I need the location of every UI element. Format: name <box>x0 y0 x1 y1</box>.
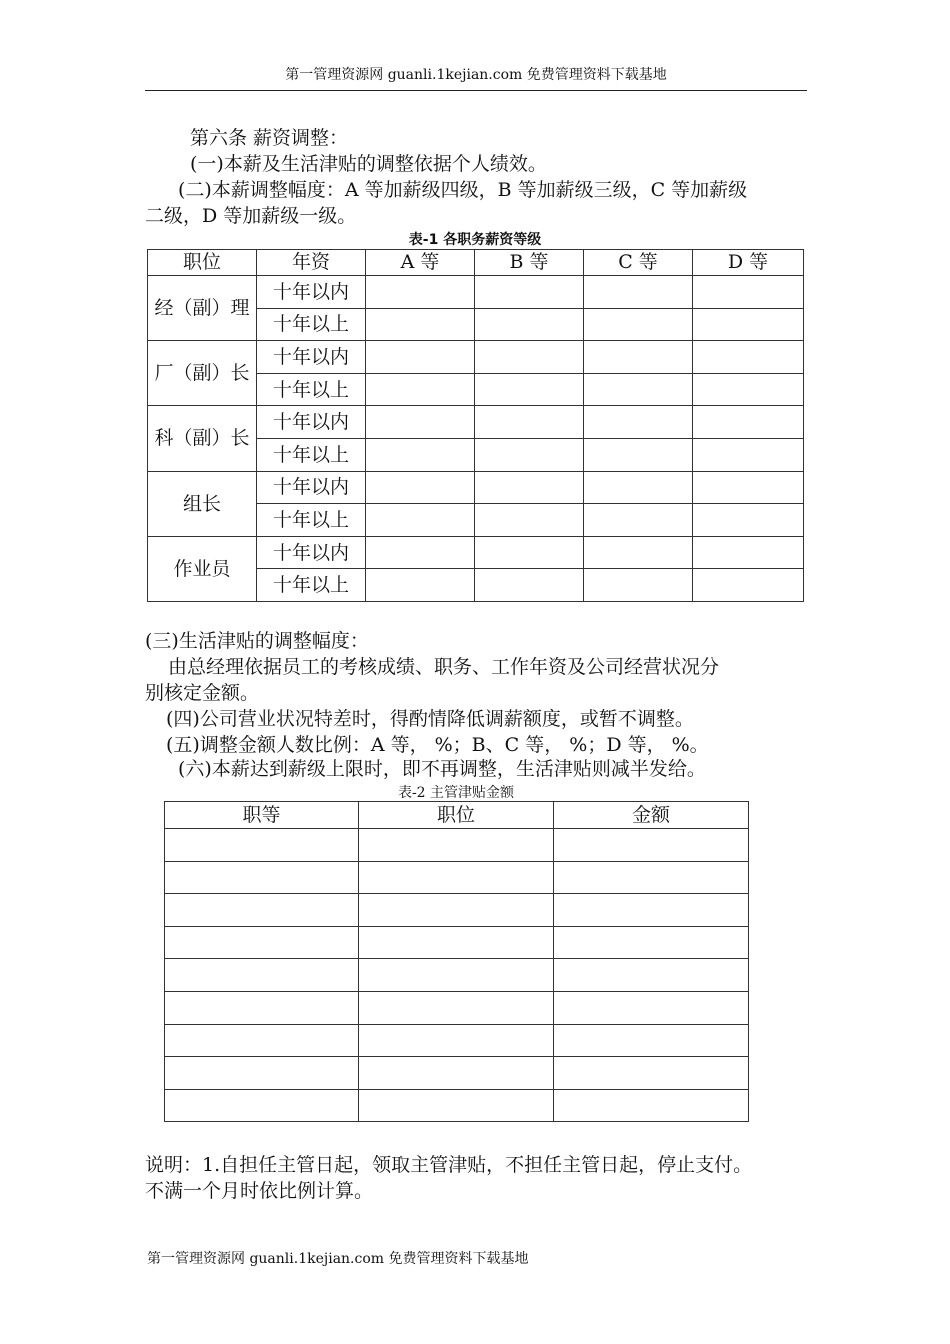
table1-row <box>148 341 804 374</box>
grade-cell <box>693 569 804 602</box>
position-cell: 科（副）长 <box>148 406 257 471</box>
grade-cell <box>475 438 584 471</box>
paragraph-2-line1: (二)本薪调整幅度：A 等加薪级四级，B 等加薪级三级，C 等加薪级 <box>178 179 748 201</box>
table2-row <box>165 1024 749 1057</box>
salary-grade-table <box>147 249 804 602</box>
table2-row <box>165 829 749 862</box>
allowance-cell <box>359 894 554 927</box>
grade-cell <box>366 569 475 602</box>
grade-cell <box>475 471 584 504</box>
grade-cell <box>475 276 584 309</box>
table2-header-cell: 职位 <box>359 802 554 829</box>
table2-header-row <box>165 802 749 829</box>
grade-cell <box>584 536 693 569</box>
allowance-cell <box>165 926 359 959</box>
grade-cell <box>584 341 693 374</box>
position-cell: 组长 <box>148 471 257 536</box>
allowance-cell <box>165 1089 359 1122</box>
allowance-cell <box>165 1057 359 1090</box>
allowance-cell <box>554 991 749 1024</box>
grade-cell <box>693 406 804 439</box>
seniority-cell: 十年以上 <box>257 438 366 471</box>
allowance-cell <box>554 829 749 862</box>
paragraph-6: (六)本薪达到薪级上限时，即不再调整，生活津贴则减半发给。 <box>178 758 706 780</box>
table2-header-cell: 金额 <box>554 802 749 829</box>
table1-row <box>148 406 804 439</box>
table2-row <box>165 991 749 1024</box>
grade-cell <box>475 406 584 439</box>
allowance-cell <box>554 894 749 927</box>
grade-cell <box>366 471 475 504</box>
allowance-cell <box>554 1024 749 1057</box>
table1-body <box>148 276 804 602</box>
table1-row <box>148 536 804 569</box>
seniority-cell: 十年以上 <box>257 373 366 406</box>
table1-row <box>148 471 804 504</box>
seniority-cell: 十年以内 <box>257 341 366 374</box>
allowance-cell <box>359 991 554 1024</box>
grade-cell <box>366 341 475 374</box>
grade-cell <box>475 536 584 569</box>
table2-caption: 表-2 主管津贴金额 <box>397 785 515 801</box>
table1-header-cell: B 等 <box>475 250 584 276</box>
grade-cell <box>475 341 584 374</box>
grade-cell <box>584 438 693 471</box>
seniority-cell: 十年以内 <box>257 536 366 569</box>
grade-cell <box>693 276 804 309</box>
grade-cell <box>584 276 693 309</box>
table2-body <box>165 829 749 1122</box>
allowance-cell <box>165 894 359 927</box>
grade-cell <box>366 438 475 471</box>
paragraph-4: (四)公司营业状况特差时，得酌情降低调薪额度，或暂不调整。 <box>166 708 694 730</box>
page-footer: 第一管理资源网 guanli.1kejian.com 免费管理资料下载基地 <box>147 1251 529 1267</box>
grade-cell <box>693 536 804 569</box>
grade-cell <box>475 504 584 537</box>
grade-cell <box>366 406 475 439</box>
table1-header-cell: D 等 <box>693 250 804 276</box>
section3-line1: 由总经理依据员工的考核成绩、职务、工作年资及公司经营状况分 <box>168 656 720 678</box>
grade-cell <box>693 341 804 374</box>
allowance-cell <box>165 1024 359 1057</box>
seniority-cell: 十年以内 <box>257 471 366 504</box>
allowance-cell <box>554 1089 749 1122</box>
allowance-cell <box>165 829 359 862</box>
grade-cell <box>366 504 475 537</box>
grade-cell <box>693 438 804 471</box>
grade-cell <box>693 504 804 537</box>
allowance-cell <box>359 926 554 959</box>
table2-row <box>165 959 749 992</box>
grade-cell <box>475 569 584 602</box>
allowance-cell <box>165 959 359 992</box>
seniority-cell: 十年以内 <box>257 406 366 439</box>
grade-cell <box>693 471 804 504</box>
table2-row <box>165 894 749 927</box>
table1-row <box>148 276 804 309</box>
table2-row <box>165 1089 749 1122</box>
note-line1: 说明：1.自担任主管日起，领取主管津贴，不担任主管日起，停止支付。 <box>145 1154 753 1176</box>
table1-header-cell: 年资 <box>257 250 366 276</box>
table2-row <box>165 1057 749 1090</box>
allowance-cell <box>554 959 749 992</box>
table2-header-cell: 职等 <box>165 802 359 829</box>
grade-cell <box>693 308 804 341</box>
seniority-cell: 十年以上 <box>257 569 366 602</box>
section3-line2: 别核定金额。 <box>145 682 260 704</box>
allowance-cell <box>359 959 554 992</box>
seniority-cell: 十年以上 <box>257 308 366 341</box>
allowance-cell <box>165 861 359 894</box>
position-cell: 作业员 <box>148 536 257 601</box>
grade-cell <box>475 373 584 406</box>
table1-caption: 表-1 各职务薪资等级 <box>408 232 542 248</box>
allowance-cell <box>359 1089 554 1122</box>
grade-cell <box>584 504 693 537</box>
allowance-cell <box>554 861 749 894</box>
grade-cell <box>366 276 475 309</box>
allowance-cell <box>359 829 554 862</box>
seniority-cell: 十年以上 <box>257 504 366 537</box>
grade-cell <box>366 308 475 341</box>
table1-header-row <box>148 250 804 276</box>
allowance-cell <box>359 1024 554 1057</box>
allowance-cell <box>554 1057 749 1090</box>
page-header: 第一管理资源网 guanli.1kejian.com 免费管理资料下载基地 <box>145 64 807 91</box>
paragraph-5: (五)调整金额人数比例：A 等， %；B、C 等， %；D 等， %。 <box>166 734 709 756</box>
position-cell: 厂（副）长 <box>148 341 257 406</box>
grade-cell <box>584 406 693 439</box>
grade-cell <box>366 536 475 569</box>
table2-row <box>165 861 749 894</box>
article-title: 第六条 薪资调整： <box>190 127 349 149</box>
allowance-cell <box>359 861 554 894</box>
supervisor-allowance-table <box>164 801 749 1122</box>
seniority-cell: 十年以内 <box>257 276 366 309</box>
grade-cell <box>584 471 693 504</box>
grade-cell <box>366 373 475 406</box>
grade-cell <box>584 569 693 602</box>
table2-row <box>165 926 749 959</box>
table1-header-cell: 职位 <box>148 250 257 276</box>
allowance-cell <box>359 1057 554 1090</box>
table1-header-cell: A 等 <box>366 250 475 276</box>
grade-cell <box>584 373 693 406</box>
section3-title: (三)生活津贴的调整幅度： <box>145 630 369 652</box>
paragraph-2-line2: 二级，D 等加薪级一级。 <box>145 205 357 227</box>
paragraph-1: (一)本薪及生活津贴的调整依据个人绩效。 <box>190 153 547 175</box>
table1-header-cell: C 等 <box>584 250 693 276</box>
grade-cell <box>693 373 804 406</box>
allowance-cell <box>165 991 359 1024</box>
grade-cell <box>584 308 693 341</box>
allowance-cell <box>554 926 749 959</box>
grade-cell <box>475 308 584 341</box>
note-line2: 不满一个月时依比例计算。 <box>145 1180 374 1202</box>
position-cell: 经（副）理 <box>148 276 257 341</box>
